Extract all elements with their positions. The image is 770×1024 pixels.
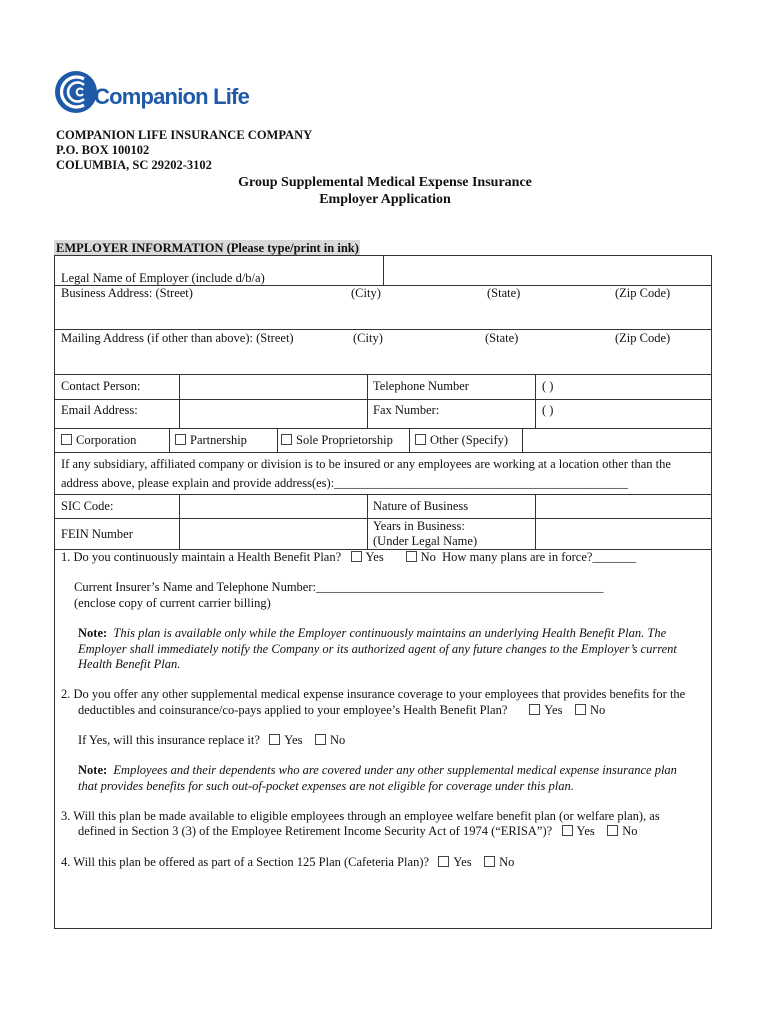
corporation-option[interactable]: Corporation — [61, 433, 136, 448]
business-address-input[interactable] — [55, 300, 711, 329]
q4-yes-checkbox[interactable] — [438, 856, 449, 867]
under-legal-name-label: (Under Legal Name) — [373, 534, 478, 548]
fax-label: Fax Number: — [373, 403, 440, 417]
sic-code-label: SIC Code: — [61, 499, 114, 513]
telephone-label: Telephone Number — [373, 379, 469, 393]
plans-in-force-field[interactable]: How many plans are in force?_______ — [442, 550, 637, 564]
partnership-option[interactable]: Partnership — [175, 433, 247, 448]
telephone-area-code: ( ) — [542, 379, 554, 393]
nature-of-business-label: Nature of Business — [373, 499, 469, 513]
fein-input[interactable] — [180, 519, 367, 549]
corporation-checkbox[interactable] — [61, 434, 72, 445]
form-subtitle: Employer Application — [319, 192, 451, 207]
q2b-no-checkbox[interactable] — [315, 734, 326, 745]
telephone-input[interactable] — [536, 375, 711, 399]
partnership-checkbox[interactable] — [175, 434, 186, 445]
other-option[interactable]: Other (Specify) — [415, 433, 508, 448]
business-zip-label: (Zip Code) — [615, 286, 671, 300]
company-po-box: P.O. BOX 100102 — [56, 143, 150, 157]
mailing-zip-label: (Zip Code) — [615, 331, 671, 345]
question-1: 1. Do you continuously maintain a Health Benefit Plan? Yes No How many plans are in force?_______ — [61, 550, 637, 564]
sole-proprietorship-checkbox[interactable] — [281, 434, 292, 445]
employer-info-form — [54, 255, 712, 929]
q4-no-checkbox[interactable] — [484, 856, 495, 867]
question-2-line2: deductibles and coinsurance/co-pays applied to your employee’s Health Benefit Plan? Yes No — [78, 703, 606, 717]
q2-no-checkbox[interactable] — [575, 704, 586, 715]
years-in-business-input[interactable] — [536, 519, 711, 549]
enclose-billing-note: (enclose copy of current carrier billing) — [74, 596, 271, 610]
q1-yes-checkbox[interactable] — [351, 551, 362, 562]
question-2-line1: 2. Do you offer any other supplemental medical expense insurance coverage to your employees that provides benefits for the — [61, 687, 686, 701]
legal-name-input[interactable] — [384, 256, 711, 285]
company-city: COLUMBIA, SC 29202-3102 — [56, 158, 212, 172]
mailing-state-label: (State) — [485, 331, 519, 345]
current-insurer-field[interactable]: Current Insurer’s Name and Telephone Number:______________________________________________ — [74, 580, 604, 594]
q3-no-checkbox[interactable] — [607, 825, 618, 836]
q3-yes-checkbox[interactable] — [562, 825, 573, 836]
mailing-address-input[interactable] — [55, 346, 711, 374]
email-input[interactable] — [180, 400, 367, 428]
mailing-address-label: Mailing Address (if other than above): (Street) — [61, 331, 294, 345]
nature-of-business-input[interactable] — [536, 495, 711, 518]
sole-proprietorship-option[interactable]: Sole Proprietorship — [281, 433, 393, 448]
email-label: Email Address: — [61, 403, 138, 417]
business-city-label: (City) — [351, 286, 381, 300]
q2-yes-checkbox[interactable] — [529, 704, 540, 715]
form-title: Group Supplemental Medical Expense Insurance — [238, 175, 532, 190]
other-checkbox[interactable] — [415, 434, 426, 445]
fax-area-code: ( ) — [542, 403, 554, 417]
brand-name: Companion Life — [94, 84, 250, 109]
contact-person-label: Contact Person: — [61, 379, 141, 393]
note-2: Note: Employees and their dependents who are covered under any other supplemental medical expense insurance plan that provides benefits for such out-of-pocket expenses are not eligible for coverage under this plan. — [78, 763, 677, 793]
sic-code-input[interactable] — [180, 495, 367, 518]
companion-life-logo-icon — [54, 70, 98, 114]
q1-no-checkbox[interactable] — [406, 551, 417, 562]
business-state-label: (State) — [487, 286, 521, 300]
question-4: 4. Will this plan be offered as part of a Section 125 Plan (Cafeteria Plan)? Yes No — [61, 855, 515, 869]
contact-person-input[interactable] — [180, 375, 367, 399]
question-2b: If Yes, will this insurance replace it? Yes No — [78, 733, 346, 747]
subsidiary-question-line1: If any subsidiary, affiliated company or division is to be insured or any employees are working at a location other than the — [61, 457, 671, 471]
company-name: COMPANION LIFE INSURANCE COMPANY — [56, 128, 313, 142]
question-3-line2: defined in Section 3 (3) of the Employee Retirement Income Security Act of 1974 (“ERISA”)? Yes No — [78, 824, 638, 838]
fein-label: FEIN Number — [61, 527, 133, 541]
note-1: Note: This plan is available only while the Employer continuously maintains an underlying Health Benefit Plan. The Employer shall immediately notify the Company or its authorized agent of any future changes to the Employer’s current Health Benefit Plan. — [78, 626, 677, 671]
q2b-yes-checkbox[interactable] — [269, 734, 280, 745]
business-address-label: Business Address: (Street) — [61, 286, 193, 300]
section-heading: EMPLOYER INFORMATION (Please type/print in ink) — [56, 241, 359, 255]
subsidiary-question-line2[interactable]: address above, please explain and provide address(es):_______________________________________________ — [61, 476, 628, 490]
fax-input[interactable] — [536, 400, 711, 428]
question-3-line1: 3. Will this plan be made available to eligible employees through an employee welfare benefit plan (or welfare plan), as — [61, 809, 660, 823]
other-specify-input[interactable] — [523, 429, 711, 452]
mailing-city-label: (City) — [353, 331, 383, 345]
legal-name-label: Legal Name of Employer (include d/b/a) — [61, 271, 265, 285]
years-in-business-label: Years in Business: — [373, 519, 465, 533]
